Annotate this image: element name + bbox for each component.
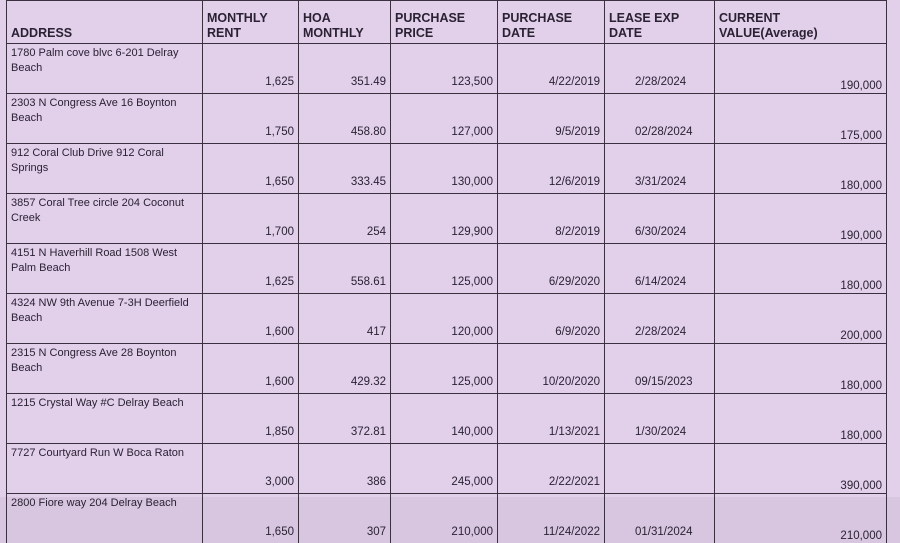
cell-purchase-date: 6/9/2020	[498, 294, 605, 344]
table-row	[7, 44, 887, 94]
cell-address: 2303 N Congress Ave 16 Boynton Beach	[7, 94, 203, 144]
cell-current-value: 180,000	[715, 144, 887, 194]
cell-lease-exp-date: 01/31/2024	[605, 494, 715, 543]
cell-current-value: 210,000	[715, 494, 887, 543]
cell-hoa-monthly: 254	[299, 194, 391, 244]
cell-monthly-rent: 1,750	[203, 94, 299, 144]
cell-monthly-rent: 1,625	[203, 244, 299, 294]
cell-lease-exp-date: 2/28/2024	[605, 44, 715, 94]
cell-current-value: 180,000	[715, 394, 887, 444]
cell-monthly-rent: 1,650	[203, 494, 299, 543]
property-table	[6, 0, 887, 543]
header-hoa-monthly: HOA MONTHLY	[299, 1, 391, 44]
cell-hoa-monthly: 417	[299, 294, 391, 344]
header-row	[7, 1, 887, 44]
cell-current-value: 190,000	[715, 194, 887, 244]
cell-current-value: 390,000	[715, 444, 887, 494]
cell-purchase-date: 2/22/2021	[498, 444, 605, 494]
cell-hoa-monthly: 372.81	[299, 394, 391, 444]
cell-purchase-date: 12/6/2019	[498, 144, 605, 194]
cell-purchase-price: 127,000	[391, 94, 498, 144]
cell-purchase-price: 125,000	[391, 344, 498, 394]
cell-monthly-rent: 1,600	[203, 294, 299, 344]
cell-current-value: 175,000	[715, 94, 887, 144]
cell-address: 912 Coral Club Drive 912 Coral Springs	[7, 144, 203, 194]
cell-hoa-monthly: 558.61	[299, 244, 391, 294]
cell-address: 2800 Fiore way 204 Delray Beach	[7, 494, 203, 543]
cell-monthly-rent: 1,700	[203, 194, 299, 244]
table-row	[7, 394, 887, 444]
header-lease-exp-date: LEASE EXP DATE	[605, 1, 715, 44]
table-row	[7, 94, 887, 144]
header-purchase-price: PURCHASE PRICE	[391, 1, 498, 44]
table-row	[7, 444, 887, 494]
cell-address: 2315 N Congress Ave 28 Boynton Beach	[7, 344, 203, 394]
table-row	[7, 344, 887, 394]
cell-purchase-price: 129,900	[391, 194, 498, 244]
cell-lease-exp-date: 02/28/2024	[605, 94, 715, 144]
cell-monthly-rent: 3,000	[203, 444, 299, 494]
cell-hoa-monthly: 429.32	[299, 344, 391, 394]
cell-purchase-date: 6/29/2020	[498, 244, 605, 294]
cell-lease-exp-date: 1/30/2024	[605, 394, 715, 444]
table-row	[7, 494, 887, 543]
cell-address: 3857 Coral Tree circle 204 Coconut Creek	[7, 194, 203, 244]
cell-address: 4151 N Haverhill Road 1508 West Palm Beach	[7, 244, 203, 294]
header-address: ADDRESS	[7, 1, 203, 44]
cell-purchase-date: 4/22/2019	[498, 44, 605, 94]
cell-purchase-date: 8/2/2019	[498, 194, 605, 244]
cell-purchase-price: 140,000	[391, 394, 498, 444]
cell-monthly-rent: 1,625	[203, 44, 299, 94]
cell-address: 1780 Palm cove blvc 6-201 Delray Beach	[7, 44, 203, 94]
cell-hoa-monthly: 333.45	[299, 144, 391, 194]
table-row	[7, 244, 887, 294]
cell-purchase-date: 9/5/2019	[498, 94, 605, 144]
cell-lease-exp-date: 2/28/2024	[605, 294, 715, 344]
cell-lease-exp-date	[605, 444, 715, 494]
cell-current-value: 180,000	[715, 344, 887, 394]
cell-purchase-price: 210,000	[391, 494, 498, 543]
cell-hoa-monthly: 386	[299, 444, 391, 494]
cell-address: 4324 NW 9th Avenue 7-3H Deerfield Beach	[7, 294, 203, 344]
cell-lease-exp-date: 6/14/2024	[605, 244, 715, 294]
cell-address: 1215 Crystal Way #C Delray Beach	[7, 394, 203, 444]
cell-hoa-monthly: 351.49	[299, 44, 391, 94]
header-purchase-date: PURCHASE DATE	[498, 1, 605, 44]
cell-purchase-date: 11/24/2022	[498, 494, 605, 543]
cell-purchase-price: 130,000	[391, 144, 498, 194]
cell-hoa-monthly: 307	[299, 494, 391, 543]
cell-monthly-rent: 1,850	[203, 394, 299, 444]
cell-purchase-price: 125,000	[391, 244, 498, 294]
cell-monthly-rent: 1,650	[203, 144, 299, 194]
cell-lease-exp-date: 09/15/2023	[605, 344, 715, 394]
cell-lease-exp-date: 6/30/2024	[605, 194, 715, 244]
cell-monthly-rent: 1,600	[203, 344, 299, 394]
cell-purchase-price: 120,000	[391, 294, 498, 344]
table-row	[7, 294, 887, 344]
cell-address: 7727 Courtyard Run W Boca Raton	[7, 444, 203, 494]
cell-current-value: 180,000	[715, 244, 887, 294]
header-current-value: CURRENT VALUE(Average)	[715, 1, 887, 44]
cell-hoa-monthly: 458.80	[299, 94, 391, 144]
cell-current-value: 200,000	[715, 294, 887, 344]
table-row	[7, 144, 887, 194]
cell-purchase-date: 1/13/2021	[498, 394, 605, 444]
cell-purchase-price: 123,500	[391, 44, 498, 94]
cell-lease-exp-date: 3/31/2024	[605, 144, 715, 194]
header-monthly-rent: MONTHLY RENT	[203, 1, 299, 44]
cell-purchase-price: 245,000	[391, 444, 498, 494]
cell-current-value: 190,000	[715, 44, 887, 94]
table-row	[7, 194, 887, 244]
cell-purchase-date: 10/20/2020	[498, 344, 605, 394]
